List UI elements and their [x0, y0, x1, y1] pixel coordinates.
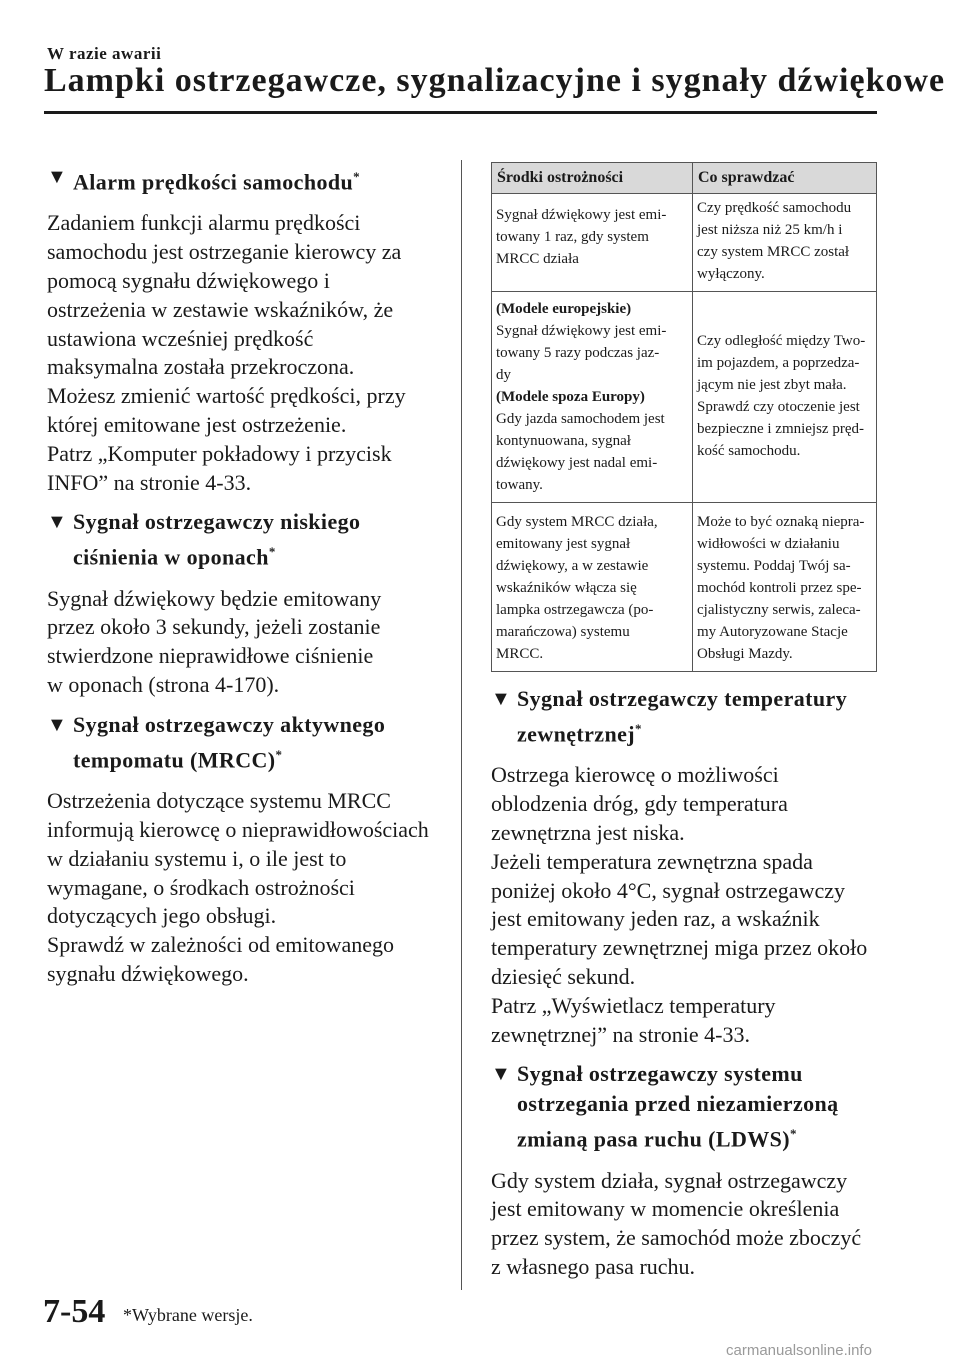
left-column — [47, 162, 442, 989]
mrcc-text: Ostrzeżenia dotyczące systemu MRCC informują kierowcę o nieprawidłowościach w działaniu systemu i, o ile jest to wymagane, o środkach ostrożności dotyczących jego obsługi. Sprawdź w zależności od emitowanego sygnału dźwiękowego. — [47, 788, 429, 986]
heading-text: Sygnał ostrzegawczy temperatury — [517, 686, 848, 711]
asterisk: * — [353, 169, 361, 184]
outside-temp-heading — [491, 684, 881, 749]
heading-text: tempomatu (MRCC) — [73, 747, 276, 773]
mrcc-precautions-table — [491, 162, 877, 672]
table-cell: (Modele europejskie) Sygnał dźwiękowy jest emi- towany 5 razy podczas jaz- dy (Modele spoza Europy) Gdy jazda samochodem jest kontynuowana, sygnał dźwiękowy jest nadal emi- towany. — [492, 292, 693, 503]
ldws-heading — [491, 1059, 881, 1154]
heading-text: Sygnał ostrzegawczy aktywnego — [73, 711, 386, 737]
table-row — [492, 503, 877, 672]
heading-text: Alarm prędkości samochodu — [73, 169, 354, 195]
heading-text: zewnętrznej — [517, 721, 635, 747]
section-label: W razie awarii — [47, 44, 162, 63]
right-column — [491, 162, 881, 1282]
asterisk: * — [790, 1126, 797, 1142]
asterisk: * — [268, 544, 276, 560]
watermark: carmanualsonline.info — [726, 1342, 872, 1359]
heading-text: Sygnał ostrzegawczy systemu — [517, 1061, 803, 1087]
table-cell: Może to być oznaką niepra- widłowości w działaniu systemu. Poddaj Twój sa- mochód kontroli przez spe- cjalistyczny serwis, zaleca- my Autoryzowane Stacje Obsługi Mazdy. — [693, 503, 877, 672]
table-row — [492, 194, 877, 292]
triangle-down-icon: ▼ — [491, 1063, 512, 1086]
tire-pressure-text: Sygnał dźwiękowy będzie emitowany przez około 3 sekundy, jeżeli zostanie stwierdzone nieprawidłowe ciśnienie w oponach (strona 4-170). — [47, 585, 382, 698]
triangle-down-icon: ▼ — [491, 688, 512, 710]
column-divider — [461, 160, 462, 1290]
footnote: *Wybrane wersje. — [123, 1305, 253, 1325]
table-cell: Gdy system MRCC działa, emitowany jest sygnał dźwiękowy, a w zestawie wskaźników włącza się lampka ostrzegawcza (po- marańczowa) systemu MRCC. — [492, 503, 693, 672]
heading-text: zmianą pasa ruchu (LDWS) — [517, 1126, 791, 1152]
page-title: Lampki ostrzegawcze, sygnalizacyjne i sygnały dźwiękowe — [44, 62, 946, 99]
speed-alarm-heading — [47, 162, 442, 197]
table-header-row — [492, 163, 877, 194]
triangle-down-icon: ▼ — [47, 713, 68, 736]
table-cell: Czy prędkość samochodu jest niższa niż 25 km/h i czy system MRCC został wyłączony. — [693, 194, 877, 292]
asterisk: * — [275, 746, 283, 762]
asterisk: * — [635, 721, 642, 736]
ldws-text: Gdy system działa, sygnał ostrzegawczy jest emitowany w momencie określenia przez system, że samochód może zboczyć z własnego pasa ruchu. — [491, 1167, 862, 1280]
table-row — [492, 292, 877, 503]
heading-text: ostrzegania przed niezamierzoną — [517, 1091, 839, 1117]
heading-text: ciśnienia w oponach — [73, 544, 269, 570]
table-cell: Sygnał dźwiękowy jest emi- towany 1 raz, gdy system MRCC działa — [492, 194, 693, 292]
triangle-down-icon: ▼ — [47, 511, 68, 534]
title-rule — [44, 111, 877, 114]
table-header-check: Co sprawdzać — [693, 163, 877, 194]
outside-temp-text: Ostrzega kierowcę o możliwości oblodzenia dróg, gdy temperatura zewnętrzna jest niska. Jeżeli temperatura zewnętrzna spada poniżej około 4°C, sygnał ostrzegawczy jest emitowany jeden raz, a wskaźnik temperatury zewnętrznej miga przez około dziesięć sekund. Patrz „Wyświetlacz temperatury zewnętrznej” na stronie 4-33. — [491, 762, 868, 1047]
triangle-down-icon: ▼ — [47, 166, 68, 188]
table-header-precautions: Środki ostrożności — [492, 163, 693, 194]
tire-pressure-heading — [47, 507, 442, 572]
mrcc-heading — [47, 710, 442, 775]
speed-alarm-text: Zadaniem funkcji alarmu prędkości samochodu jest ostrzeganie kierowcy za pomocą sygnału dźwiękowego i ostrzeżenia w zestawie wskaźników, że ustawiona wcześniej prędkość maksymalna została przekroczona. Możesz zmienić wartość prędkości, przy której emitowane jest ostrzeżenie. Patrz „Komputer pokładowy i przycisk INFO” na stronie 4-33. — [47, 210, 406, 495]
page-number: 7-54 — [43, 1293, 106, 1330]
table-cell: Czy odległość między Two- im pojazdem, a poprzedza- jącym nie jest zbyt mała. Sprawdź czy otoczenie jest bezpieczne i zmniejsz pręd- kość samochodu. — [693, 292, 877, 503]
heading-text: Sygnał ostrzegawczy niskiego — [73, 509, 361, 535]
